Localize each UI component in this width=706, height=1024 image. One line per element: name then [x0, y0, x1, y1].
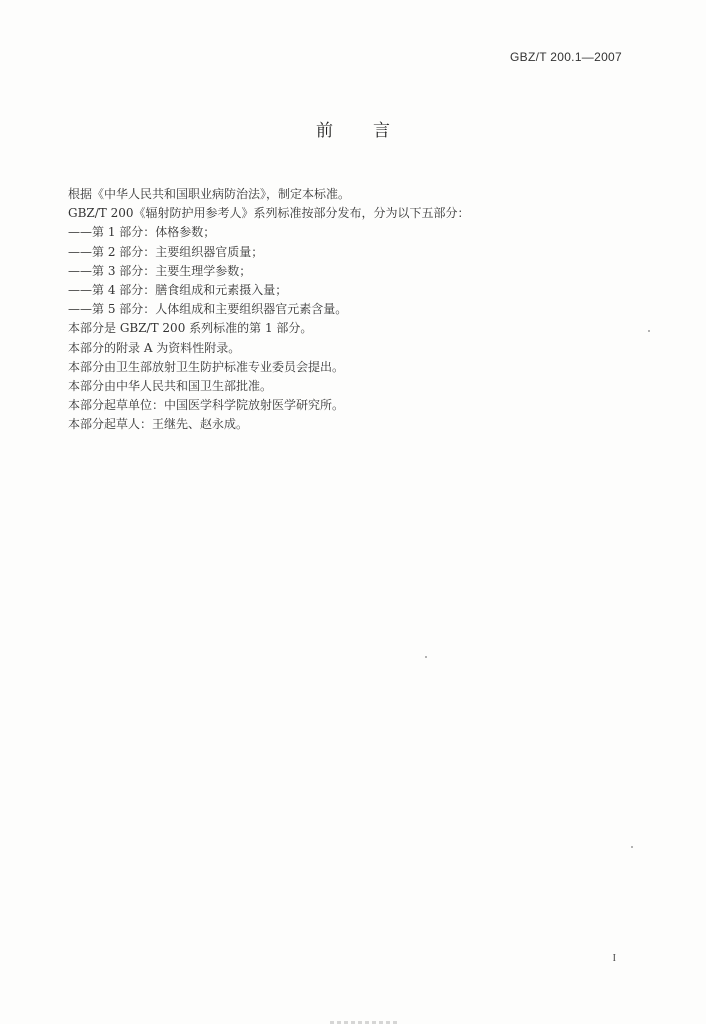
paragraph: 本部分的附录 A 为资料性附录。 — [68, 340, 241, 355]
list-item: ——第 1 部分：体格参数； — [68, 225, 216, 240]
paragraph: 根据《中华人民共和国职业病防治法》，制定本标准。 — [68, 187, 351, 201]
paragraph: 本部分由中华人民共和国卫生部批准。 — [68, 379, 273, 394]
paragraph: 本部分是 GBZ/T 200 系列标准的第 1 部分。 — [68, 321, 313, 336]
list-item: ——第 3 部分：主要生理学参数； — [68, 263, 252, 278]
paragraph: 本部分由卫生部放射卫生防护标准专业委员会提出。 — [68, 359, 345, 374]
list-item: ——第 4 部分：膳食组成和元素摄入量； — [68, 283, 288, 298]
scan-speck — [425, 656, 427, 658]
page-number: I — [612, 953, 616, 964]
paragraph: 本部分起草单位：中国医学科学院放射医学研究所。 — [68, 398, 345, 413]
list-item: ——第 5 部分：人体组成和主要组织器官元素含量。 — [68, 302, 348, 317]
paragraph: GBZ/T 200《辐射防护用参考人》系列标准按部分发布，分为以下五部分： — [68, 206, 470, 221]
scan-speck — [631, 846, 633, 848]
standard-code: GBZ/T 200.1—2007 — [510, 50, 622, 64]
paragraph: 本部分起草人：王继先、赵永成。 — [68, 417, 249, 432]
scan-speck — [648, 330, 650, 332]
page-title: 前言 — [316, 121, 430, 141]
list-item: ——第 2 部分：主要组织器官质量； — [68, 244, 264, 259]
foreword-body — [68, 185, 628, 435]
